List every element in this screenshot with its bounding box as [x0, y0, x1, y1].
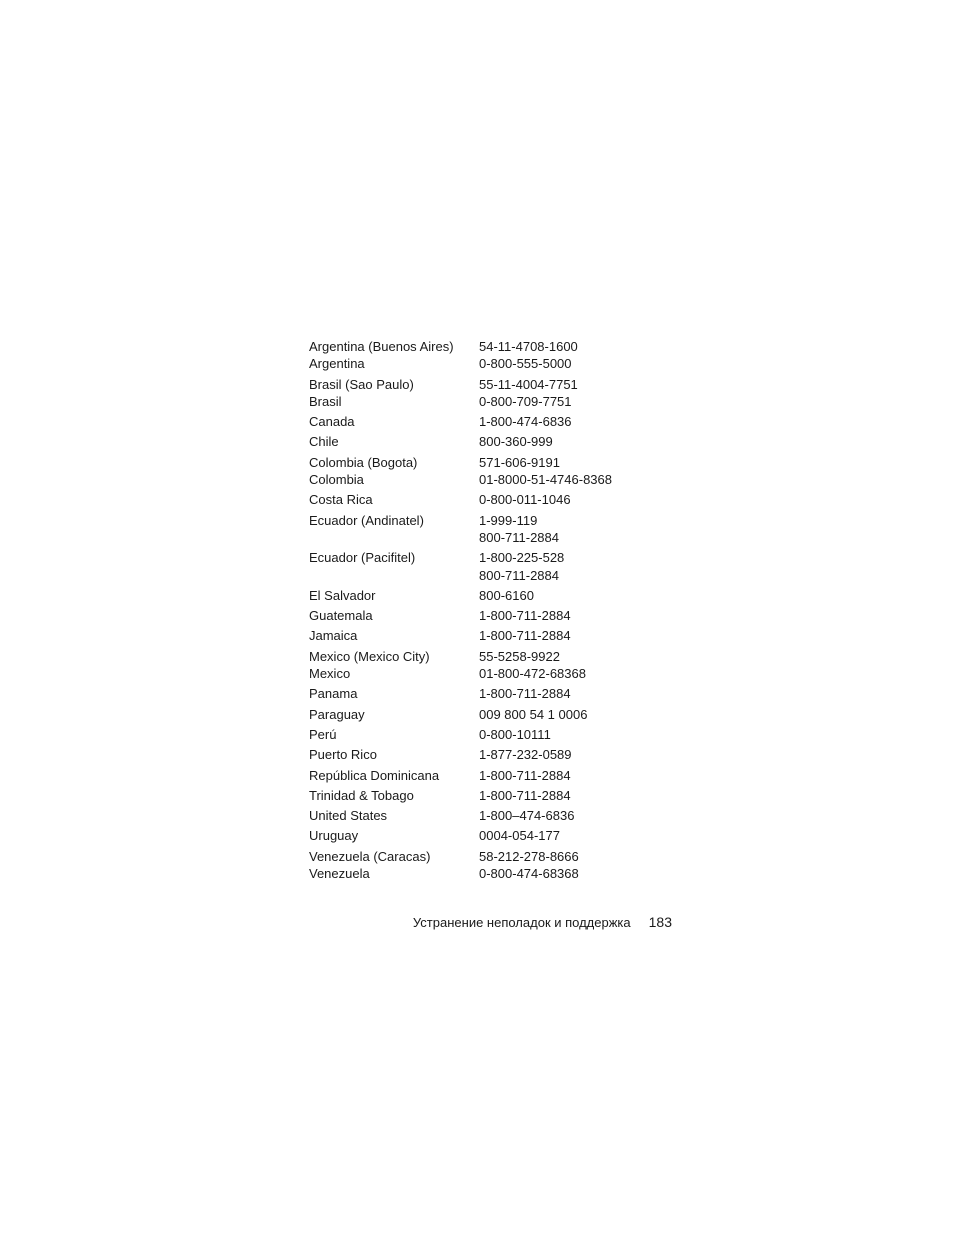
country-name: Canada: [309, 414, 355, 430]
phone-number: 1-800-711-2884: [479, 767, 571, 783]
phone-number: 01-8000-51-4746-8368: [479, 472, 612, 488]
table-line: [309, 607, 649, 624]
phone-number: 009 800 54 1 0006: [479, 706, 588, 722]
page-number: 183: [648, 914, 672, 930]
support-phone-table: [309, 338, 649, 882]
phone-number: 800-711-2884: [479, 529, 559, 545]
table-line: [309, 627, 649, 644]
phone-number: 0-800-10111: [479, 726, 551, 742]
country-name: Mexico: [309, 666, 351, 682]
phone-number: 1-800-474-6836: [479, 414, 572, 430]
country-name: Ecuador (Pacifitel): [309, 550, 416, 566]
country-name: El Salvador: [309, 587, 376, 603]
table-row: [309, 726, 649, 743]
table-line: [309, 807, 649, 824]
table-row: [309, 627, 649, 644]
phone-number: 1-800–474-6836: [479, 808, 575, 824]
table-row: [309, 848, 649, 865]
table-line: [309, 706, 649, 723]
table-line: [309, 665, 649, 682]
table-line: [309, 433, 649, 450]
table-row: [309, 665, 649, 682]
table-row: [309, 338, 649, 355]
phone-number: 800-711-2884: [479, 567, 559, 583]
table-line: [309, 512, 649, 529]
table-line: [309, 726, 649, 743]
table-row: [309, 607, 649, 624]
phone-number: 1-800-711-2884: [479, 608, 571, 624]
phone-number: 01-800-472-68368: [479, 666, 586, 682]
phone-number: 1-800-225-528: [479, 550, 565, 566]
country-name: República Dominicana: [309, 767, 440, 783]
table-row: [309, 767, 649, 784]
country-name: Ecuador (Andinatel): [309, 512, 424, 528]
table-line: [309, 685, 649, 702]
phone-number: 0004-054-177: [479, 828, 560, 844]
table-row: [309, 787, 649, 804]
table-line: [309, 393, 649, 410]
table-row: [309, 471, 649, 488]
table-row: [309, 376, 649, 393]
page-footer: [300, 914, 672, 930]
phone-number: 1-800-711-2884: [479, 628, 571, 644]
table-line: [309, 376, 649, 393]
table-row: [309, 746, 649, 763]
country-name: Trinidad & Tobago: [309, 787, 414, 803]
table-line: [309, 767, 649, 784]
country-name: Argentina (Buenos Aires): [309, 339, 454, 354]
country-name: Venezuela: [309, 866, 370, 882]
table-line: [309, 587, 649, 604]
table-row: [309, 413, 649, 430]
phone-number: 0-800-709-7751: [479, 393, 572, 409]
footer-section-title: Устранение неполадок и поддержка: [412, 915, 631, 930]
country-name: Uruguay: [309, 828, 359, 844]
country-name: [309, 529, 479, 546]
table-row: [309, 355, 649, 372]
phone-number: 800-360-999: [479, 434, 553, 450]
country-name: Brasil: [309, 393, 342, 409]
table-row: [309, 393, 649, 410]
table-row: [309, 433, 649, 450]
country-name: Jamaica: [309, 628, 358, 644]
table-line: [309, 827, 649, 844]
phone-number: 800-6160: [479, 587, 534, 603]
phone-number: 571-606-9191: [479, 454, 560, 470]
country-name: Colombia (Bogota): [309, 454, 418, 470]
country-name: [309, 567, 479, 584]
table-line: [309, 848, 649, 865]
table-line: [309, 454, 649, 471]
country-name: Panama: [309, 686, 358, 702]
table-row: [309, 827, 649, 844]
country-name: Guatemala: [309, 608, 373, 624]
table-line: [309, 787, 649, 804]
table-row: [309, 454, 649, 471]
country-name: United States: [309, 808, 388, 824]
country-name: Puerto Rico: [309, 747, 377, 763]
table-line: [309, 471, 649, 488]
country-name: Mexico (Mexico City): [309, 648, 430, 664]
phone-number: 54-11-4708-1600: [479, 339, 578, 354]
table-line: [309, 413, 649, 430]
table-line: [309, 491, 649, 508]
phone-number: 1-999-119: [479, 512, 538, 528]
country-name: Colombia: [309, 472, 364, 488]
table-line: [309, 567, 649, 584]
phone-number: 0-800-011-1046: [479, 492, 571, 508]
country-name: Venezuela (Caracas): [309, 848, 431, 864]
table-line: [309, 746, 649, 763]
table-line: [309, 338, 649, 355]
table-row: [309, 865, 649, 882]
phone-number: 0-800-555-5000: [479, 356, 572, 372]
table-line: [309, 865, 649, 882]
table-row: [309, 512, 649, 547]
table-row: [309, 587, 649, 604]
phone-number: 55-11-4004-7751: [479, 376, 578, 392]
country-name: Argentina: [309, 356, 365, 372]
phone-number: 58-212-278-8666: [479, 848, 579, 864]
country-name: Brasil (Sao Paulo): [309, 376, 414, 392]
table-line: [309, 529, 649, 546]
table-row: [309, 491, 649, 508]
country-name: Perú: [309, 726, 337, 742]
table-row: [309, 685, 649, 702]
table-row: [309, 807, 649, 824]
phone-number: 0-800-474-68368: [479, 866, 579, 882]
phone-number: 1-800-711-2884: [479, 787, 571, 803]
country-name: Costa Rica: [309, 492, 373, 508]
table-row: [309, 706, 649, 723]
table-line: [309, 355, 649, 372]
phone-number: 1-877-232-0589: [479, 747, 572, 763]
country-name: Chile: [309, 434, 339, 450]
phone-number: 1-800-711-2884: [479, 686, 571, 702]
country-name: Paraguay: [309, 706, 365, 722]
table-line: [309, 648, 649, 665]
table-line: [309, 549, 649, 566]
table-row: [309, 648, 649, 665]
table-row: [309, 549, 649, 584]
phone-number: 55-5258-9922: [479, 648, 560, 664]
